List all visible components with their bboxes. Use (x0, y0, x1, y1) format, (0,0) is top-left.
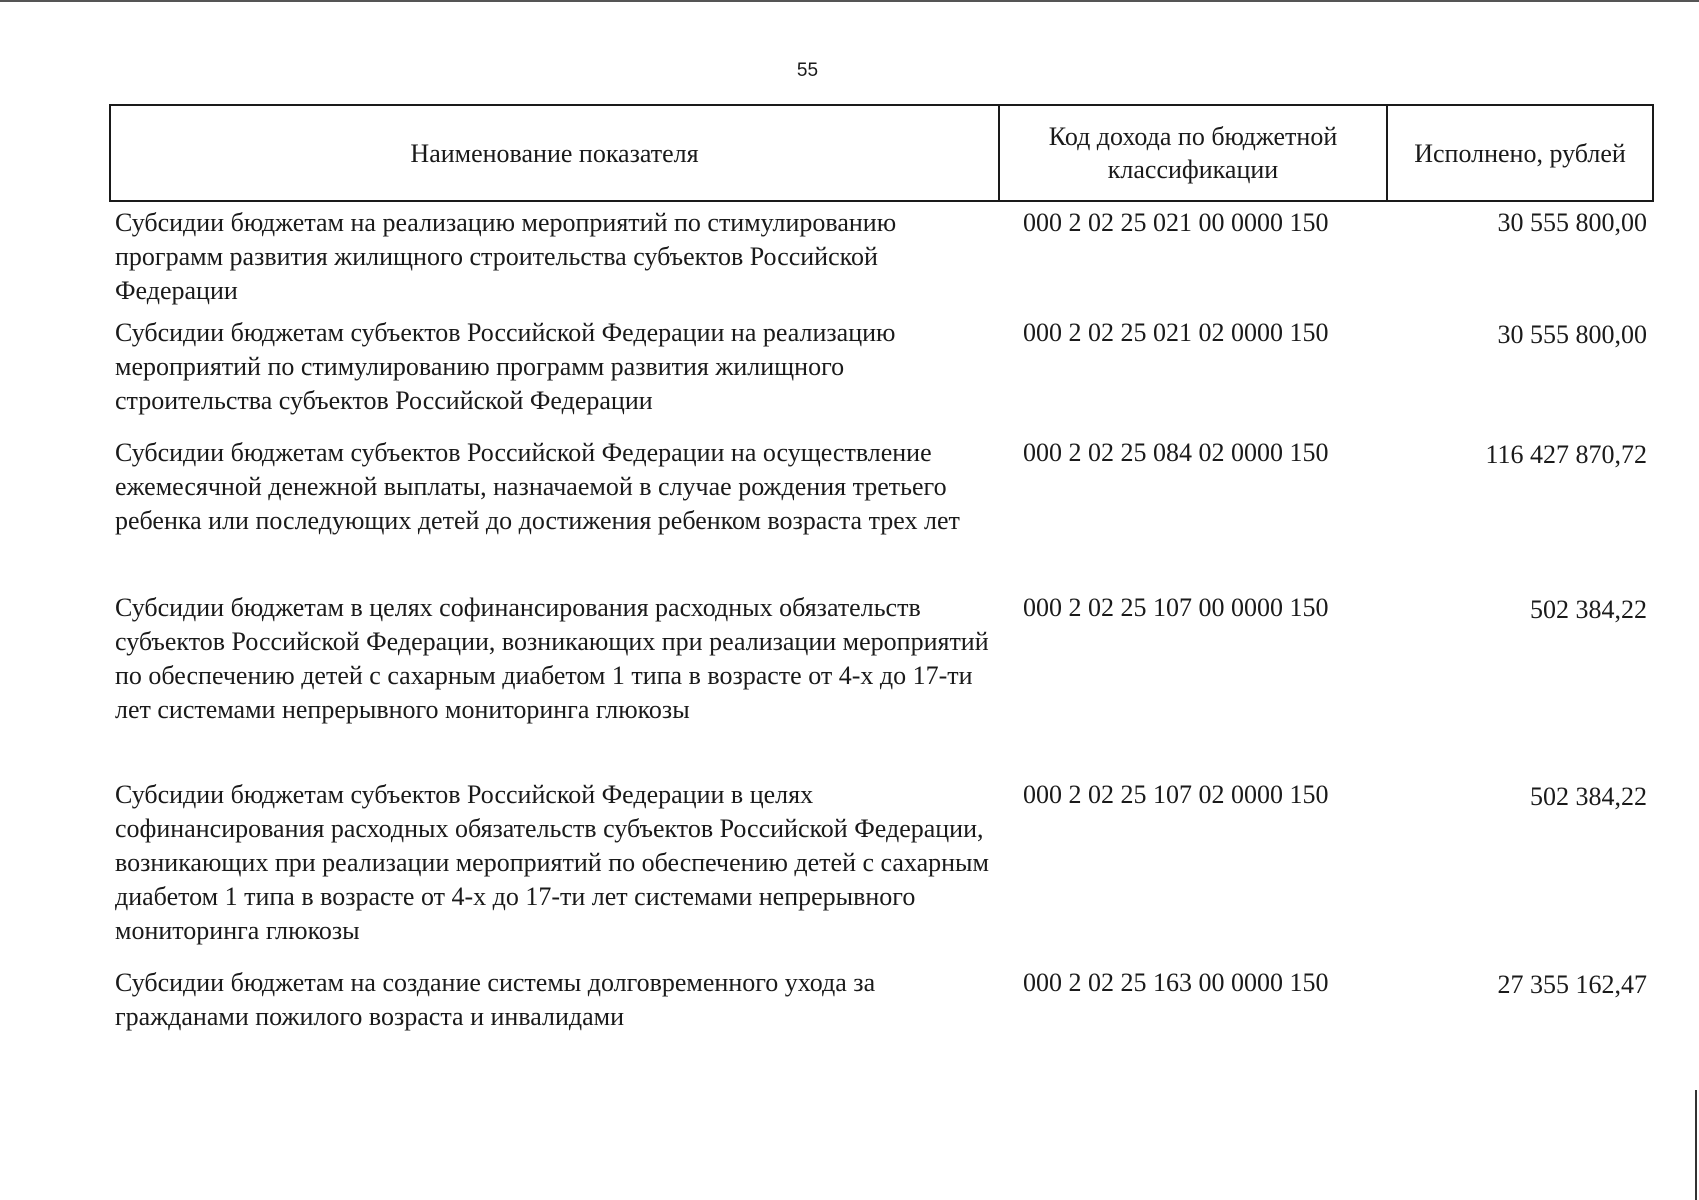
page-number-text: 55 (796, 60, 819, 81)
cell-sum: 27 355 162,47 (1497, 970, 1647, 999)
cell-name: Субсидии бюджетам субъектов Российской Федерации на реализацию мероприятий по стимулированию программ развития жилищного строительства субъектов Российской Федерации (115, 318, 896, 415)
cell-sum: 30 555 800,00 (1497, 320, 1647, 349)
table-row (110, 201, 1653, 316)
table-row (110, 591, 1653, 778)
cell-code: 000 2 02 25 084 02 0000 150 (1023, 438, 1329, 467)
header-code: Код дохода по бюджетной классификации (999, 105, 1387, 201)
table-header-row (110, 105, 1653, 201)
revenue-table (109, 104, 1654, 1048)
header-sum: Исполнено, рублей (1387, 105, 1653, 201)
cell-name: Субсидии бюджетам в целях софинансирования расходных обязательств субъектов Российской Федерации, возникающих при реализации мероприятий по обеспечению детей с сахарным диабетом 1 типа в возрасте от 4-х до 17-ти лет системами непрерывного мониторинга глюкозы (115, 593, 989, 724)
table-body (110, 201, 1653, 1048)
cell-name: Субсидии бюджетам на создание системы долговременного ухода за гражданами пожилого возраста и инвалидами (115, 968, 876, 1031)
cell-name: Субсидии бюджетам субъектов Российской Федерации в целях софинансирования расходных обязательств субъектов Российской Федерации, возникающих при реализации мероприятий по обеспечению детей с сахарным диабетом 1 типа в возрасте от 4-х до 17-ти лет системами непрерывного мониторинга глюкозы (115, 780, 989, 945)
cell-sum: 502 384,22 (1530, 595, 1647, 624)
cell-code: 000 2 02 25 163 00 0000 150 (1023, 968, 1329, 997)
cell-code: 000 2 02 25 021 02 0000 150 (1023, 318, 1329, 347)
header-name: Наименование показателя (110, 105, 999, 201)
cell-name: Субсидии бюджетам субъектов Российской Федерации на осуществление ежемесячной денежной выплаты, назначаемой в случае рождения третьего ребенка или последующих детей до достижения ребенком возраста трех лет (115, 438, 960, 535)
scan-right-edge (1695, 1090, 1697, 1200)
page-number (0, 60, 1699, 82)
cell-sum: 116 427 870,72 (1485, 440, 1647, 469)
cell-code: 000 2 02 25 021 00 0000 150 (1023, 208, 1329, 237)
cell-code: 000 2 02 25 107 02 0000 150 (1023, 780, 1329, 809)
cell-sum: 502 384,22 (1530, 782, 1647, 811)
table-row (110, 436, 1653, 591)
table-row (110, 966, 1653, 1048)
revenue-table-container (109, 104, 1652, 1048)
scan-top-edge (0, 0, 1699, 2)
table-row (110, 778, 1653, 966)
table-header (110, 105, 1653, 201)
cell-sum: 30 555 800,00 (1497, 208, 1647, 237)
cell-code: 000 2 02 25 107 00 0000 150 (1023, 593, 1329, 622)
table-row (110, 316, 1653, 436)
cell-name: Субсидии бюджетам на реализацию мероприятий по стимулированию программ развития жилищного строительства субъектов Российской Федерации (115, 208, 897, 305)
